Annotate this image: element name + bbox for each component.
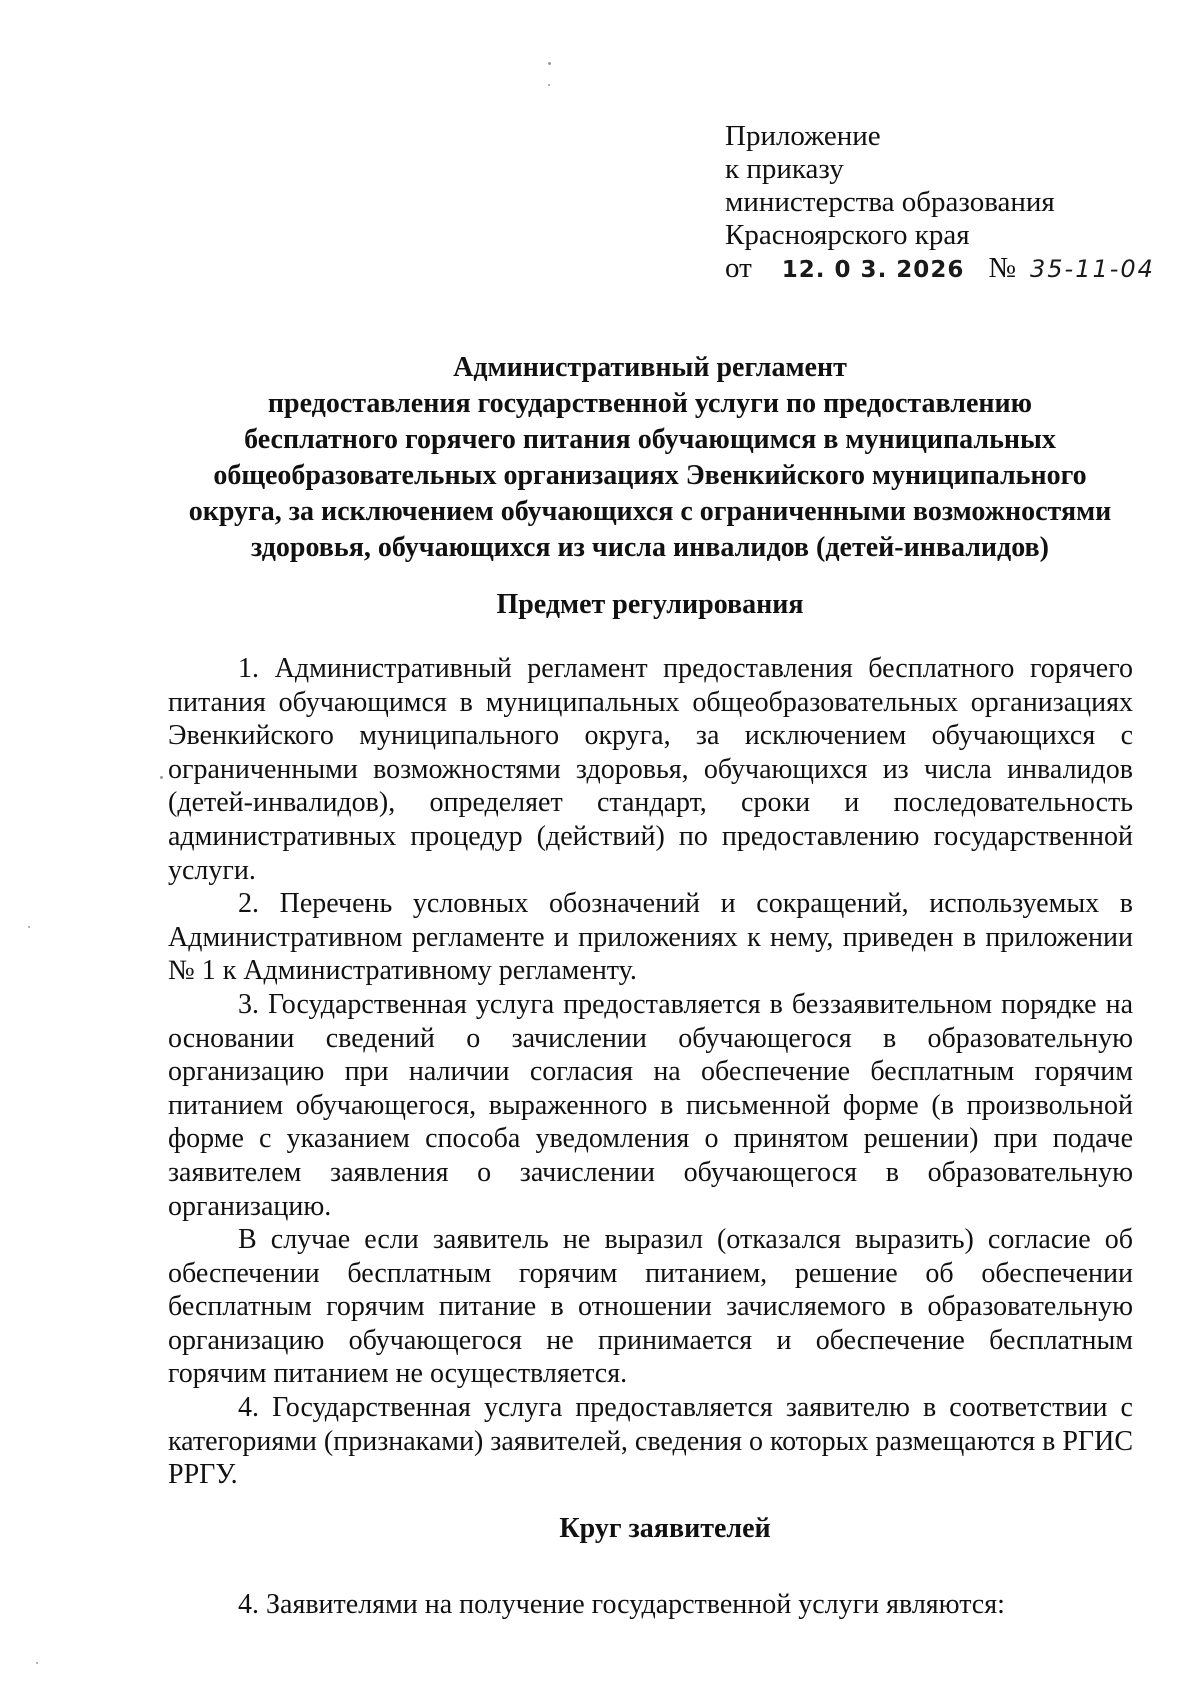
applicants-paragraph: 4. Заявителями на получение государственной услуги являются: [238,1589,1005,1620]
from-label: от [725,252,752,284]
paragraph-4: 4. Государственная услуга предоставляется заявителю в соответствии с категориями (признаками) заявителей, сведения о которых размещаются в РГИС РРГУ. [168,1392,1134,1491]
appendix-block [725,120,1155,287]
order-number-handwritten: 35-11-04 [1030,255,1155,283]
scan-speck [548,84,550,86]
appendix-line-3: министерства образования [725,186,1055,218]
appendix-line-4: Красноярского края [725,219,970,251]
date-stamp: 12. 0 3. 2026 [781,257,965,283]
title-line-1: Административный регламент [453,352,847,383]
paragraph-2: 2. Перечень условных обозначений и сокращений, используемых в Административном регламенте и приложениях к нему, приведен в приложении № 1 к Административному регламенту. [168,888,1133,987]
title-line-6: здоровья, обучающихся из числа инвалидов (детей-инвалидов) [251,532,1049,563]
scan-speck [36,1662,38,1664]
appendix-line-1: Приложение [725,120,881,152]
order-reference [725,252,1155,287]
section-body-subject [168,652,1133,1492]
section-heading-subject: Предмет регулирования [496,589,804,620]
title-line-4: общеобразовательных организациях Эвенкийского муниципального [213,460,1087,491]
scan-speck [160,776,163,779]
title-line-3: бесплатного горячего питания обучающимся в муниципальных [244,424,1056,455]
section-heading-applicants: Круг заявителей [559,1513,771,1544]
scan-speck [548,62,551,65]
paragraph-3: 3. Государственная услуга предоставляется в беззаявительном порядке на основании сведений о зачислении обучающегося в образовательную организацию при наличии согласия на обеспечение бесплатным горячим питанием обучающегося, выраженного в письменной форме (в произвольной форме с указанием способа уведомления о принятом решении) при подаче заявителем заявления о зачислении обучающегося в образовательную организацию. [168,988,1133,1222]
paragraph-3-continued: В случае если заявитель не выразил (отказался выразить) согласие об обеспечении бесплатным горячим питанием, решение об обеспечении бесплатным горячим питание в отношении зачисляемого в образовательную организацию обучающегося не принимается и обеспечение бесплатным горячим питанием не осуществляется. [168,1224,1133,1390]
title-line-2: предоставления государственной услуги по предоставлению [267,388,1033,419]
document-title [160,350,1140,566]
number-label: № [988,252,1016,284]
appendix-line-2: к приказу [725,153,844,185]
paragraph-1: 1. Административный регламент предоставления бесплатного горячего питания обучающимся в муниципальных общеобразовательных организациях Эвенкийского муниципального округа, за исключением обучающихся с ограниченными возможностями здоровья, обучающихся из числа инвалидов (детей-инвалидов), определяет стандарт, сроки и последовательность административных процедур (действий) по предоставлению государственной услуги. [168,653,1133,886]
scan-speck [28,926,30,928]
title-line-5: округа, за исключением обучающихся с ограниченными возможностями [188,496,1112,527]
section-body-applicants [168,1588,1133,1622]
